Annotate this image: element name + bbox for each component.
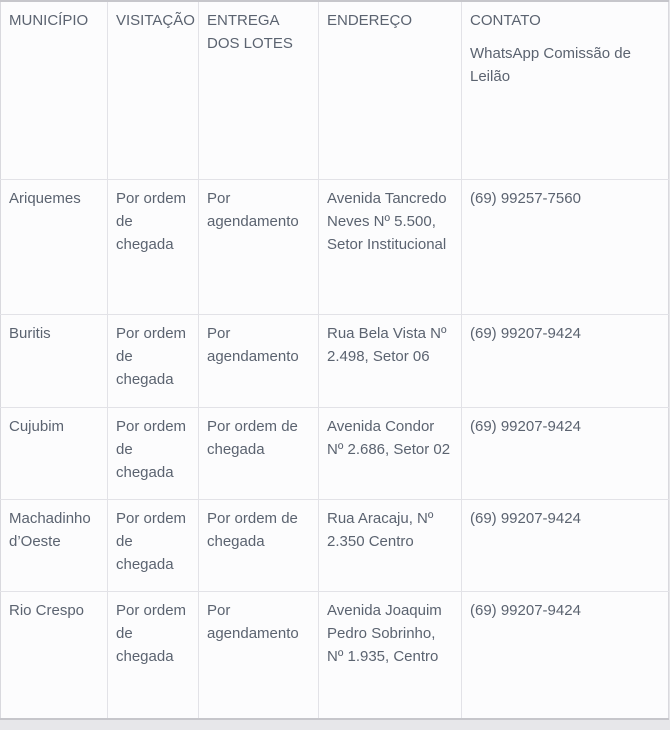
cell-endereco: Avenida Joaquim Pedro Sobrinho, Nº 1.935, Centro [319, 591, 462, 719]
cell-endereco: Avenida Condor Nº 2.686, Setor 02 [319, 407, 462, 499]
cell-entrega: Por ordem de chegada [199, 499, 319, 591]
column-header-label: MUNICÍPIO [9, 12, 89, 29]
cell-contato-whatsapp: (69) 99257-7560 [462, 179, 669, 314]
cell-contato-whatsapp: (69) 99207-9424 [462, 314, 669, 407]
column-header-entrega-dos-lotes [199, 1, 319, 179]
column-header-endereco [319, 1, 462, 179]
column-header-label: ENDEREÇO [327, 12, 413, 29]
cell-contato-whatsapp: (69) 99207-9424 [462, 407, 669, 499]
column-header-municipio [1, 1, 108, 179]
cell-municipio: Machadinho d’Oeste [1, 499, 108, 591]
cell-endereco: Rua Aracaju, Nº 2.350 Centro [319, 499, 462, 591]
cell-entrega: Por agendamento [199, 179, 319, 314]
table-row [1, 591, 669, 719]
cell-municipio: Cujubim [1, 407, 108, 499]
table-row [1, 314, 669, 407]
cell-visitacao: Por ordem de chegada [108, 499, 199, 591]
cell-municipio: Buritis [1, 314, 108, 407]
column-header-label: VISITAÇÃO [116, 12, 195, 29]
column-header-label: ENTREGA DOS LOTES [207, 12, 293, 52]
cell-entrega: Por agendamento [199, 591, 319, 719]
cell-entrega: Por agendamento [199, 314, 319, 407]
cell-contato-whatsapp: (69) 99207-9424 [462, 591, 669, 719]
cell-visitacao: Por ordem de chegada [108, 591, 199, 719]
cell-endereco: Rua Bela Vista Nº 2.498, Setor 06 [319, 314, 462, 407]
table-row [1, 499, 669, 591]
cell-visitacao: Por ordem de chegada [108, 179, 199, 314]
column-header-label: CONTATO [470, 12, 541, 29]
column-header-sublabel: WhatsApp Comissão de Leilão [470, 45, 631, 85]
cell-contato-whatsapp: (69) 99207-9424 [462, 499, 669, 591]
table-row [1, 407, 669, 499]
cell-visitacao: Por ordem de chegada [108, 314, 199, 407]
table-header-row [1, 1, 669, 179]
table-row [1, 179, 669, 314]
cell-entrega: Por ordem de chegada [199, 407, 319, 499]
cell-visitacao: Por ordem de chegada [108, 407, 199, 499]
column-header-contato [462, 1, 669, 179]
cell-municipio: Rio Crespo [1, 591, 108, 719]
cell-endereco: Avenida Tancredo Neves Nº 5.500, Setor Institucional [319, 179, 462, 314]
column-header-visitacao [108, 1, 199, 179]
cell-municipio: Ariquemes [1, 179, 108, 314]
